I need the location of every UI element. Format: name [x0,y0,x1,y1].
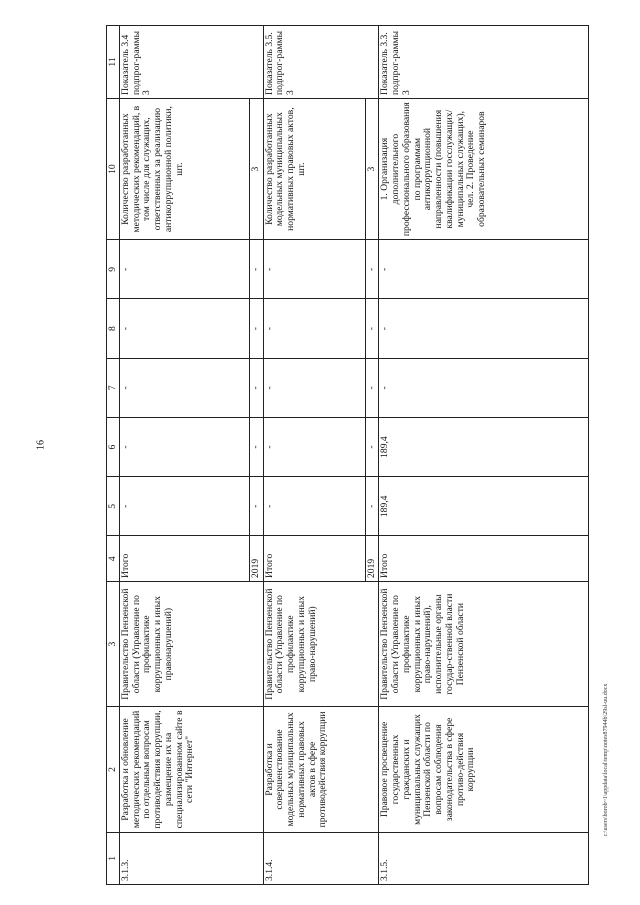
table-row [263,26,365,885]
indicator-value: 3 [250,98,264,239]
year-label: Итого [263,536,365,582]
col-header: 8 [107,299,120,358]
value-cell: - [250,240,264,299]
value-cell: - [120,417,250,476]
row-number: 3.1.4. [263,832,379,884]
value-cell: - [379,240,589,299]
value-cell: - [263,299,365,358]
col-header: 5 [107,477,120,536]
col-header: 6 [107,417,120,476]
rotated-table-sheet [106,25,589,885]
value-cell: - [263,358,365,417]
value-cell: - [365,240,379,299]
value-cell: - [120,240,250,299]
year-label: 2019 [365,536,379,582]
footer-file-path: c:\users\borob~1\appdata\local\temp\notes87944b\29sl-uu.docx [603,683,609,837]
value-cell: - [379,299,589,358]
value-cell: 189,4 [379,417,589,476]
activity-name: Разработка и совершенствование модельных муниципальных нормативных правовых актов в сфере противодействия коррупции [263,707,379,832]
table-row [120,26,250,885]
column-header-row [107,26,120,885]
value-cell: - [263,240,365,299]
value-cell: - [365,299,379,358]
indicator-value: 3 [365,98,379,239]
value-cell: - [379,358,589,417]
year-label: 2019 [250,536,264,582]
indicator: Количество разработанных методических рекомендаций, в том числе для служащих, ответственных за реализацию антикоррупционной политики, шт. [120,98,250,239]
col-header: 7 [107,358,120,417]
row-number: 3.1.5. [379,832,589,884]
year-label: Итого [120,536,250,582]
executor: Правительство Пензенской области (Управление по профилактике коррупционных и иных право-нарушений) [263,581,379,706]
activity-name: Разработка и обновление методических рекомендаций по отдельным вопросам противодействия коррупции, размещение их на специализированном сайте в сети "Интернет" [120,707,264,832]
col-header: 10 [107,98,120,239]
col-header: 1 [107,832,120,884]
value-cell: - [120,358,250,417]
executor: Правительство Пензенской области (Управление по профилактике коррупционных и иных правонарушений) [120,581,264,706]
table-row [379,26,589,885]
col-header: 2 [107,707,120,832]
value-cell: - [120,299,250,358]
program-activities-table [106,25,589,885]
indicator-ref: Показатель 3.4 подпрог-раммы 3 [120,26,264,99]
value-cell: - [250,477,264,536]
activity-name: Правовое просвещение государственных гражданских и муниципальных служащих Пензенской области по вопросам соблюдения законодательства в сфере противо-действия коррупции [379,707,589,832]
indicator: 1. Организация дополнительного профессионального образования по программам антикоррупционной направленности (повышения квалификации госслужащих/ муниципальных служащих), чел. 2. Проведение образовательных семинаров [379,98,589,239]
indicator: Количество разработанных модельных муниципальных нормативных правовых актов, шт. [263,98,365,239]
value-cell: - [263,417,365,476]
executor: Правительство Пензенской области (Управление по профилактике коррупционных и иных право-нарушений), исполнительные органы государ-ственной власти Пензенской области [379,581,589,706]
value-cell: - [250,358,264,417]
indicator-ref: Показатель 3.5. подпрог-раммы 3 [263,26,379,99]
value-cell: - [250,417,264,476]
value-cell: - [365,358,379,417]
row-number: 3.1.3. [120,832,264,884]
col-header: 9 [107,240,120,299]
col-header: 3 [107,581,120,706]
value-cell: - [250,299,264,358]
value-cell: - [365,477,379,536]
value-cell: - [263,477,365,536]
value-cell: - [365,417,379,476]
value-cell: - [120,477,250,536]
page-number: 16 [35,440,47,450]
value-cell: 189,4 [379,477,589,536]
indicator-ref: Показатель 3.3. подпрог-раммы 3 [379,26,589,99]
col-header: 4 [107,536,120,582]
col-header: 11 [107,26,120,99]
year-label: Итого [379,536,589,582]
